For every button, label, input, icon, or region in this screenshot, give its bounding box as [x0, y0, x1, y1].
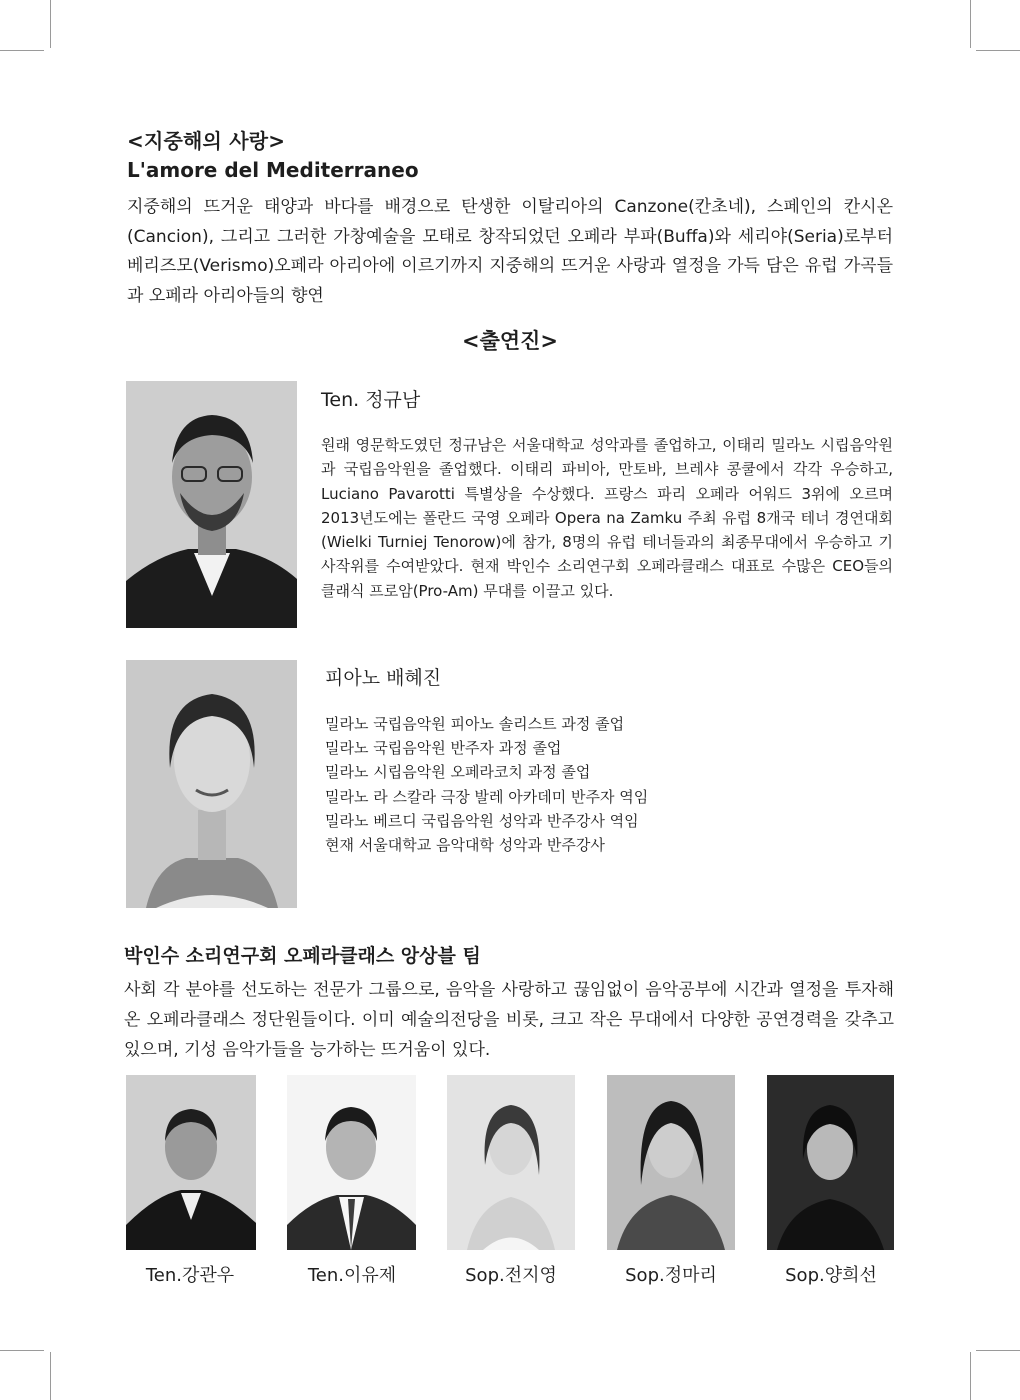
- concert-intro: 지중해의 뜨거운 태양과 바다를 배경으로 탄생한 이탈리아의 Canzone(칸초네), 스페인의 칸시온(Cancion), 그리고 그러한 가창예술을 모태로 창작되었던 오페라 부파(Buffa)와 세리야(Seria)로부터 베리즈모(Verismo)오페라 아리아에 이르기까지 지중해의 뜨거운 사랑과 열정을 가득 담은 유럽 가곡들과 오페라 아리아들의 향연: [127, 197, 893, 306]
- crop-mark: [0, 1350, 44, 1351]
- crop-mark: [970, 0, 971, 48]
- pianist-credential-item: 밀라노 국립음악원 반주자 과정 졸업: [325, 739, 562, 758]
- crop-mark: [976, 1350, 1020, 1351]
- member-photo: [607, 1075, 735, 1250]
- member-caption: Sop.정마리: [625, 1265, 717, 1286]
- pianist-credential-item: 밀라노 라 스칼라 극장 발레 아카데미 반주자 역임: [325, 787, 649, 806]
- crop-mark: [976, 50, 1020, 51]
- member-caption: Sop.전지영: [465, 1265, 557, 1286]
- crop-mark: [970, 1352, 971, 1400]
- cast-heading: <출연진>: [461, 329, 559, 353]
- pianist-credential-item: 현재 서울대학교 음악대학 성악과 반주강사: [325, 836, 605, 855]
- member-caption: Ten.강관우: [145, 1265, 235, 1286]
- tenor-name: Ten. 정규남: [321, 389, 421, 411]
- tenor-bio: 원래 영문학도였던 정규남은 서울대학교 성악과를 졸업하고, 이태리 밀라노 시립음악원과 국립음악원을 졸업했다. 이태리 파비아, 만토바, 브레샤 콩쿨에서 각각 우승하고, Luciano Pavarotti 특별상을 수상했다. 프랑스 파리 오페라 어워드 3위에 오르며 2013년도에는 폴란드 국영 오페라 Opera na Zamku 주최 유럽 8개국 테너 경연대회(Wielki Turniej Tenorow)에 참가, 8명의 유럽 테너들과의 최종무대에서 우승하고 기사작위를 수여받았다. 현재 박인수 소리연구회 오페라클래스 대표로 수많은 CEO들의 클래식 프로암(Pro-Am) 무대를 이끌고 있다.: [321, 436, 893, 600]
- pianist-credential-item: 밀라노 국립음악원 피아노 솔리스트 과정 졸업: [325, 715, 625, 733]
- crop-mark: [0, 50, 44, 51]
- concert-title-korean: <지중해의 사랑>: [127, 129, 286, 153]
- member-photo: [767, 1075, 894, 1250]
- ensemble-description: 사회 각 분야를 선도하는 전문가 그룹으로, 음악을 사랑하고 끊임없이 음악공부에 시간과 열정을 투자해 온 오페라클래스 정단원들이다. 이미 예술의전당을 비롯, 크고 작은 무대에서 다양한 공연경력을 갖추고 있으며, 기성 음악가들을 능가하는 뜨거움이 있다.: [124, 980, 894, 1060]
- pianist-name: 피아노 배혜진: [325, 667, 442, 689]
- ensemble-title: 박인수 소리연구회 오페라클래스 앙상블 팀: [124, 945, 481, 967]
- crop-mark: [50, 0, 51, 48]
- concert-title-italian: L'amore del Mediterraneo: [127, 158, 419, 182]
- pianist-portrait-photo: [126, 660, 297, 908]
- pianist-credential-item: 밀라노 베르디 국립음악원 성악과 반주강사 역임: [325, 811, 639, 830]
- member-caption: Ten.이유제: [307, 1265, 397, 1286]
- member-photo: [447, 1075, 575, 1250]
- member-caption: Sop.양희선: [785, 1265, 877, 1286]
- pianist-credential-item: 밀라노 시립음악원 오페라코치 과정 졸업: [325, 763, 591, 782]
- pianist-credentials-list: [325, 712, 648, 857]
- crop-mark: [50, 1352, 51, 1400]
- tenor-portrait-photo: [126, 381, 297, 628]
- member-photo: [287, 1075, 416, 1250]
- member-photo: [126, 1075, 256, 1250]
